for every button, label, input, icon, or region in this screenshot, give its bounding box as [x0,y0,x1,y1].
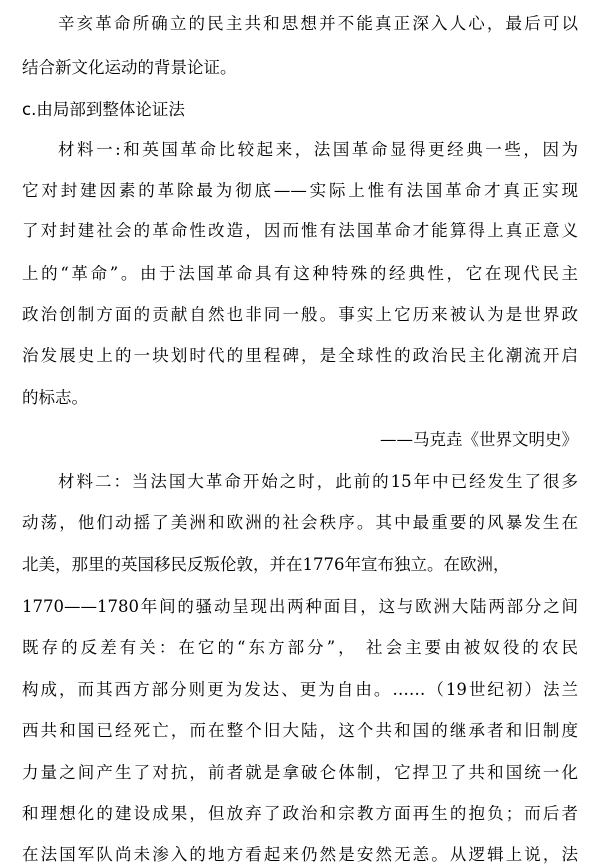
material-one-line: 政治创制方面的贡献自然也非同一般。事实上它历来被认为是世界政 [22,305,578,324]
material-two-line: 1770——1780年间的骚动呈现出两种面目，这与欧洲大陆两部分之间 [22,597,578,616]
material-two-line: 构成，而其西方部分则更为发达、更为自由。……（19世纪初）法兰 [22,680,578,699]
material-two-line: 动荡，他们动摇了美洲和欧洲的社会秩序。其中最重要的风暴发生在 [22,513,578,532]
material-two-line: 既存的反差有关：在它的“东方部分”， 社会主要由被奴役的农民 [22,638,578,657]
material-one-line: 的标志。 [22,388,88,407]
material-one-line: 了对封建社会的革命性改造，因而惟有法国革命才能算得上真正意义 [22,221,578,240]
material-two-line: 在法国军队尚未渗入的地方看起来仍然是安然无恙。从逻辑上说，法 [22,845,578,864]
material-two-line: 北美，那里的英国移民反叛伦敦，并在1776年宣布独立。在欧洲， [22,555,510,574]
material-one-line: 治发展史上的一块划时代的里程碑，是全球性的政治民主化潮流开启 [22,346,578,365]
citation: ——马克垚《世界文明史》 [380,430,578,449]
material-one-line: 它对封建因素的革除最为彻底——实际上惟有法国革命才真正实现 [22,181,578,200]
paragraph-line: 结合新文化运动的背景论证。 [22,58,237,77]
material-one-line: 材料一:和英国革命比较起来，法国革命显得更经典一些，因为 [58,140,578,159]
material-one-line: 上的“革命”。由于法国革命具有这种特殊的经典性，它在现代民主 [22,264,578,283]
material-two-line: 和理想化的建设成果，但放弃了政治和宗教方面再生的抱负；而后者 [22,804,578,823]
material-two-line: 力量之间产生了对抗，前者就是拿破仑体制，它捍卫了共和国统一化 [22,763,578,782]
material-two-line: 材料二：当法国大革命开始之时，此前的15年中已经发生了很多 [58,472,578,491]
section-heading: c.由局部到整体论证法 [22,100,185,119]
material-two-line: 西共和国已经死亡，而在整个旧大陆，这个共和国的继承者和旧制度 [22,721,578,740]
paragraph-line: 辛亥革命所确立的民主共和思想并不能真正深入人心，最后可以 [58,14,578,33]
